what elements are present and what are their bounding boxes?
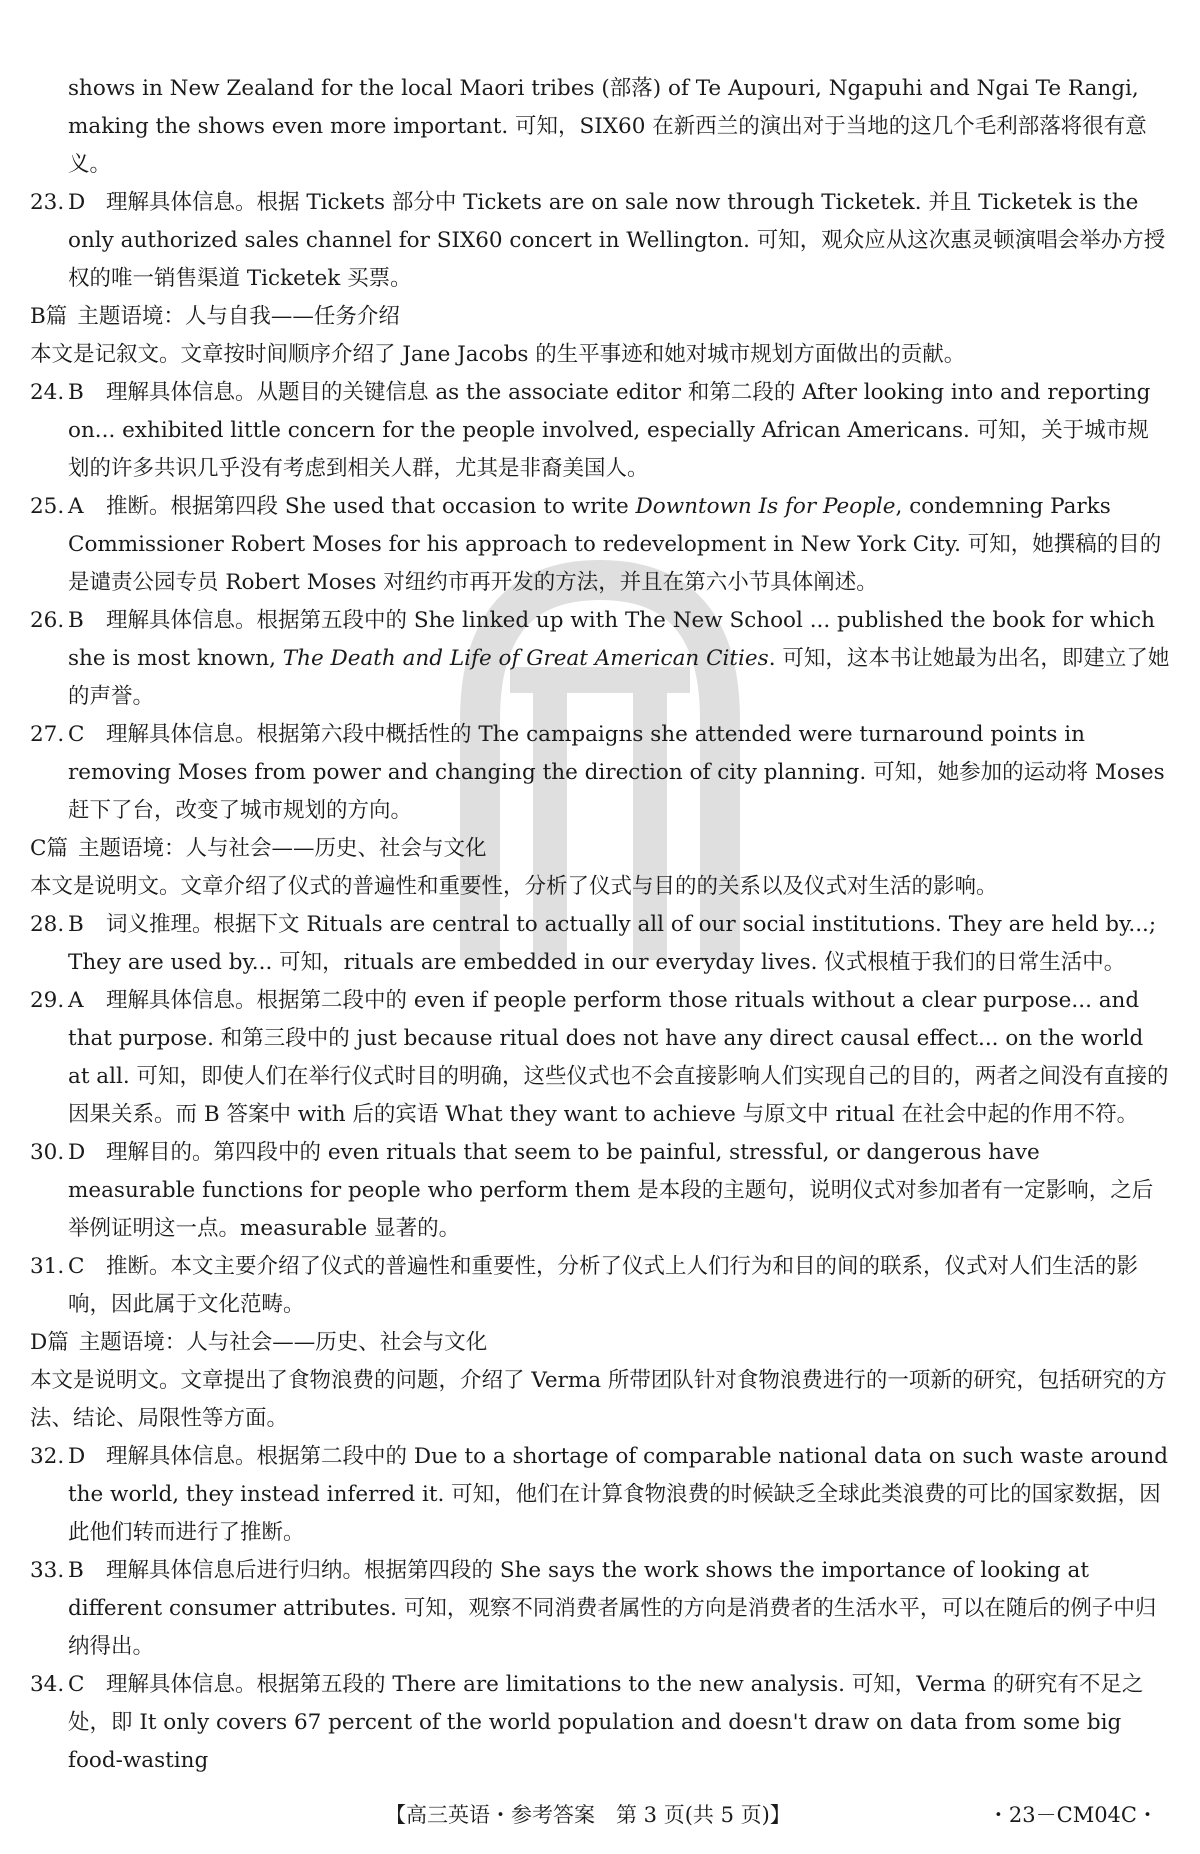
section-d-header (30, 1324, 1170, 1362)
item-number: 32. (30, 1444, 65, 1469)
answer-item-29 (30, 982, 1170, 1134)
answer-item-28 (30, 906, 1170, 982)
item-explanation: 理解目的。第四段中的 even rituals that seem to be painful, stressful, or dangerous have measurable functions for people who perform them 是本段的主题句，说明仪式对参加者有一定影响，之后举例证明这一点。measurable 显著的。 (68, 1140, 1154, 1241)
item-answer: D (68, 1444, 86, 1469)
answer-item-24 (30, 374, 1170, 488)
item-explanation: 理解具体信息。根据第二段中的 even if people perform those rituals without a clear purpose... and that purpose. 和第三段中的 just because ritual does not have any direct causal effect... on the world at all. 可知，即使人们在举行仪式时目的明确，这些仪式也不会直接影响人们实现自己的目的，两者之间没有直接的因果关系。而 B 答案中 with 后的宾语 What they want to achieve 与原文中 ritual 在社会中起的作用不符。 (68, 988, 1169, 1127)
answer-document (30, 70, 1170, 1780)
item-explanation-a: 推断。根据第四段 She used that occasion to write (106, 494, 636, 519)
section-theme: 主题语境：人与自我——任务介绍 (77, 304, 400, 329)
item-explanation: 理解具体信息后进行归纳。根据第四段的 She says the work shows the importance of looking at different consumer attributes. 可知，观察不同消费者属性的方向是消费者的生活水平，可以在随后的例子中归纳得出。 (68, 1558, 1157, 1659)
item-answer: D (68, 1140, 86, 1165)
answer-item-23 (30, 184, 1170, 298)
item-number: 24. (30, 380, 65, 405)
item-answer: C (68, 1672, 85, 1697)
item-answer: D (68, 190, 86, 215)
answer-item-31 (30, 1248, 1170, 1324)
item-number: 33. (30, 1558, 65, 1583)
item-answer: A (68, 988, 84, 1013)
item-answer: B (68, 912, 84, 937)
section-c-intro: 本文是说明文。文章介绍了仪式的普遍性和重要性，分析了仪式与目的的关系以及仪式对生活的影响。 (30, 874, 998, 899)
item-answer: B (68, 608, 84, 633)
item-explanation-a: 理解具体信息。根据第五段中的 She linked up with The New School ... published the book for which she is most known, (68, 608, 1155, 671)
answer-item-26 (30, 602, 1170, 716)
item-explanation: 词义推理。根据下文 Rituals are central to actually all of our social institutions. They are held by...; They are used by... 可知，rituals are embedded in our everyday lives. 仪式根植于我们的日常生活中。 (68, 912, 1157, 975)
item-number: 29. (30, 988, 65, 1013)
item-number: 27. (30, 722, 65, 747)
answer-item-33 (30, 1552, 1170, 1666)
q22-continuation: shows in New Zealand for the local Maori tribes (部落) of Te Aupouri, Ngapuhi and Ngai Te Rangi, making the shows even more important. 可知，SIX60 在新西兰的演出对于当地的这几个毛利部落将很有意义。 (68, 76, 1147, 177)
answer-item-27 (30, 716, 1170, 830)
book-title: Downtown Is for People (635, 494, 896, 519)
section-c-header (30, 830, 1170, 868)
section-label: B篇 (30, 304, 68, 329)
section-theme: 主题语境：人与社会——历史、社会与文化 (77, 836, 487, 861)
item-answer: A (68, 494, 84, 519)
item-explanation: 理解具体信息。从题目的关键信息 as the associate editor 和第二段的 After looking into and reporting on... exhibited little concern for the people involved, especially African Americans. 可知，关于城市规划的许多共识几乎没有考虑到相关人群，尤其是非裔美国人。 (68, 380, 1151, 481)
section-d-intro: 本文是说明文。文章提出了食物浪费的问题，介绍了 Verma 所带团队针对食物浪费进行的一项新的研究，包括研究的方法、结论、局限性等方面。 (30, 1368, 1167, 1431)
footer-page-info: 【高三英语・参考答案 第 3 页(共 5 页)】 (385, 1803, 791, 1827)
answer-item-30 (30, 1134, 1170, 1248)
answer-item-25 (30, 488, 1170, 602)
item-explanation: 理解具体信息。根据第二段中的 Due to a shortage of comparable national data on such waste around the world, they instead inferred it. 可知，他们在计算食物浪费的时候缺乏全球此类浪费的可比的国家数据，因此他们转而进行了推断。 (68, 1444, 1168, 1545)
item-number: 25. (30, 494, 65, 519)
item-number: 34. (30, 1672, 65, 1697)
section-b-intro: 本文是记叙文。文章按时间顺序介绍了 Jane Jacobs 的生平事迹和她对城市规划方面做出的贡献。 (30, 342, 966, 367)
item-number: 26. (30, 608, 65, 633)
page-footer (0, 1795, 1200, 1835)
section-b-header (30, 298, 1170, 336)
item-explanation: 理解具体信息。根据第五段的 There are limitations to the new analysis. 可知，Verma 的研究有不足之处，即 It only covers 67 percent of the world population and doesn't draw on data from some big food-wasting (68, 1672, 1144, 1773)
item-answer: C (68, 1254, 85, 1279)
item-number: 28. (30, 912, 65, 937)
section-label: D篇 (30, 1330, 69, 1355)
item-explanation-b: , condemning Parks Commissioner Robert Moses for his approach to redevelopment in New York City. 可知，她撰稿的目的是谴责公园专员 Robert Moses 对纽约市再开发的方法，并且在第六小节具体阐述。 (68, 494, 1162, 595)
item-answer: B (68, 380, 84, 405)
book-title: The Death and Life of Great American Cities (282, 646, 769, 671)
item-number: 30. (30, 1140, 65, 1165)
answer-item-32 (30, 1438, 1170, 1552)
section-theme: 主题语境：人与社会——历史、社会与文化 (78, 1330, 488, 1355)
item-explanation: 理解具体信息。根据第六段中概括性的 The campaigns she attended were turnaround points in removing Moses from power and changing the direction of city planning. 可知，她参加的运动将 Moses 赶下了台，改变了城市规划的方向。 (68, 722, 1165, 823)
item-explanation: 理解具体信息。根据 Tickets 部分中 Tickets are on sale now through Ticketek. 并且 Ticketek is the only authorized sales channel for SIX60 concert in Wellington. 可知，观众应从这次惠灵顿演唱会举办方授权的唯一销售渠道 Ticketek 买票。 (68, 190, 1166, 291)
answer-item-34 (30, 1666, 1170, 1780)
item-explanation: 推断。本文主要介绍了仪式的普遍性和重要性，分析了仪式上人们行为和目的间的联系，仪式对人们生活的影响，因此属于文化范畴。 (68, 1254, 1139, 1317)
item-number: 23. (30, 190, 65, 215)
item-number: 31. (30, 1254, 65, 1279)
section-label: C篇 (30, 836, 68, 861)
item-answer: C (68, 722, 85, 747)
item-answer: B (68, 1558, 84, 1583)
footer-code: ・23－CM04C・ (987, 1803, 1158, 1827)
item-explanation-b: . 可知，这本书让她最为出名，即建立了她的声誉。 (68, 646, 1170, 709)
